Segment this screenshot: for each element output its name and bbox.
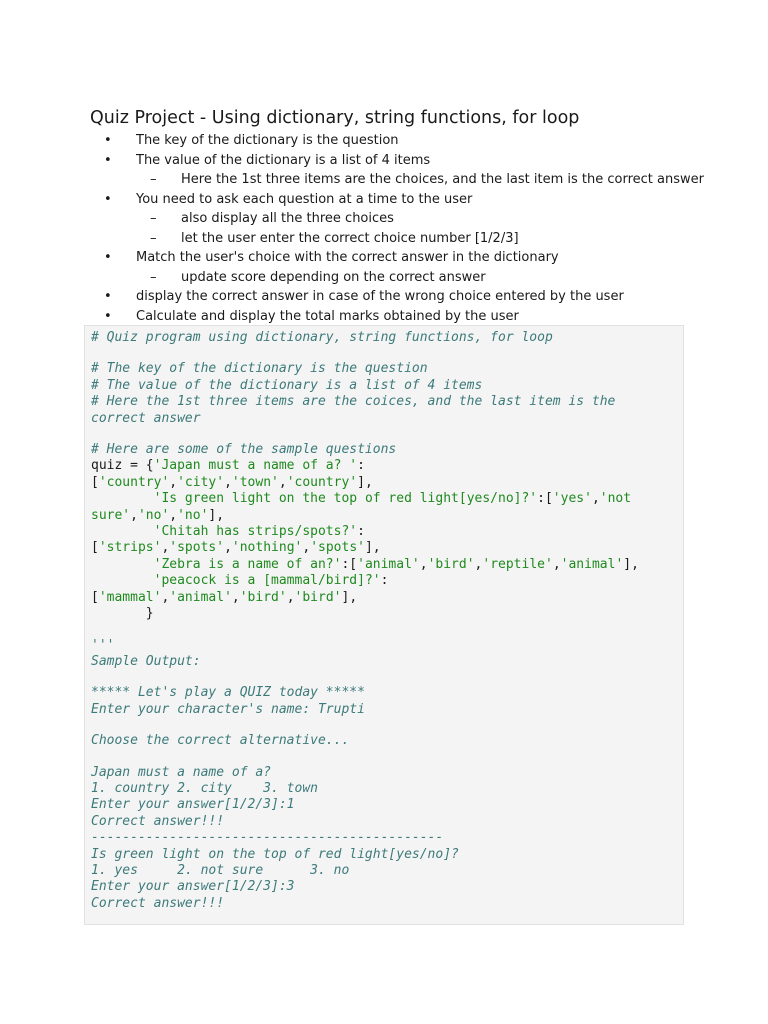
code-comment: # The key of the dictionary is the question xyxy=(91,361,428,377)
code-line xyxy=(91,361,683,377)
bullet-text: update score depending on the correct answer xyxy=(181,269,486,285)
code-line xyxy=(91,863,683,879)
code-comment: # Here are some of the sample questions xyxy=(91,442,397,458)
code-line xyxy=(91,427,683,442)
code-comment: # Here the 1st three items are the coices, and the last item is the xyxy=(91,394,616,410)
bullet-text: Calculate and display the total marks obtained by the user xyxy=(136,308,519,324)
code-text: , xyxy=(169,507,178,523)
code-line xyxy=(91,573,683,589)
code-line xyxy=(91,508,683,524)
code-text: , xyxy=(302,540,311,556)
code-string: 'bird' xyxy=(427,556,475,572)
code-string: 'yes' xyxy=(552,491,592,507)
code-text xyxy=(91,491,154,506)
code-string: 'Zebra is a name of an?' xyxy=(153,556,342,572)
code-text: , xyxy=(224,540,232,556)
bullet-marker: • xyxy=(104,152,112,168)
code-line xyxy=(91,524,683,540)
code-string: 'peacock is a [mammal/bird]?' xyxy=(153,573,381,589)
code-text: ], xyxy=(623,556,639,572)
code-line xyxy=(91,797,683,813)
code-line xyxy=(91,847,683,863)
code-text: ], xyxy=(364,540,381,556)
code-string: 'mammal' xyxy=(98,589,162,605)
code-string: sure' xyxy=(91,507,131,523)
sub-bullet-item xyxy=(90,170,704,190)
code-comment: Enter your character's name: Trupti xyxy=(91,701,365,717)
code-block xyxy=(84,325,684,925)
code-comment: Enter your answer[1/2/3]:3 xyxy=(91,879,295,895)
code-text: : xyxy=(357,524,365,540)
code-string: 'animal' xyxy=(357,556,420,572)
code-string: 'Japan must a name of a? ' xyxy=(153,458,358,474)
code-text: , xyxy=(286,589,295,605)
code-comment: Correct answer!!! xyxy=(91,895,225,911)
code-text: [ xyxy=(91,540,99,556)
code-text: ], xyxy=(341,589,358,605)
code-string: 'animal' xyxy=(169,589,232,605)
code-line xyxy=(91,557,683,573)
bullet-text: Here the 1st three items are the choices, and the last item is the correct answer xyxy=(181,172,704,187)
code-string: 'reptile' xyxy=(482,556,553,572)
bullet-text: The value of the dictionary is a list of 4 items xyxy=(136,152,431,168)
sub-bullet-item xyxy=(90,209,690,229)
code-comment: Choose the correct alternative... xyxy=(91,733,350,749)
dash-marker: – xyxy=(150,172,157,187)
bullet-text: let the user enter the correct choice number [1/2/3] xyxy=(181,230,519,246)
sub-bullet-item xyxy=(90,268,690,288)
dash-marker: – xyxy=(150,230,157,246)
code-line xyxy=(91,750,683,765)
code-line xyxy=(91,623,683,638)
code-line xyxy=(91,394,683,410)
code-text: , xyxy=(161,589,170,605)
code-string: 'no' xyxy=(137,507,170,523)
bullet-text: also display all the three choices xyxy=(181,211,394,226)
code-line xyxy=(91,346,683,361)
sub-bullet-item xyxy=(90,229,690,249)
code-string: 'Is green light on the top of red light[yes/no]?' xyxy=(153,491,538,507)
code-text xyxy=(91,557,154,572)
code-string: 'no' xyxy=(177,507,209,523)
code-comment: ''' xyxy=(91,637,115,653)
code-text: } xyxy=(91,606,154,622)
bullet-marker: • xyxy=(104,250,112,265)
code-text: quiz = { xyxy=(91,458,154,474)
code-text: , xyxy=(130,507,138,523)
code-line xyxy=(91,540,683,556)
code-comment: Sample Output: xyxy=(91,653,201,669)
bullet-marker: • xyxy=(104,133,112,148)
code-text: : xyxy=(380,573,389,589)
code-text: , xyxy=(231,589,240,605)
bullet-marker: • xyxy=(104,289,112,304)
code-text: :[ xyxy=(341,556,358,572)
code-line xyxy=(91,830,683,846)
code-string: 'nothing' xyxy=(231,540,303,556)
code-string: 'bird' xyxy=(294,589,342,605)
code-text: :[ xyxy=(537,491,553,507)
bullet-item xyxy=(90,190,690,210)
code-comment: Correct answer!!! xyxy=(91,813,225,829)
document-body xyxy=(90,105,704,326)
code-line xyxy=(91,718,683,733)
bullet-text: You need to ask each question at a time to the user xyxy=(136,191,473,207)
dash-marker: – xyxy=(150,269,157,285)
code-line xyxy=(91,733,683,749)
code-line xyxy=(91,442,683,458)
code-string: 'strips' xyxy=(98,540,162,556)
code-text: , xyxy=(552,556,561,572)
code-string: 'animal' xyxy=(560,556,624,572)
code-line xyxy=(91,814,683,830)
code-text: , xyxy=(161,540,170,556)
bullet-text: display the correct answer in case of the wrong choice entered by the user xyxy=(136,289,624,304)
code-text xyxy=(91,524,154,539)
code-text: [ xyxy=(91,589,99,605)
code-line xyxy=(91,491,683,507)
code-text: , xyxy=(591,491,600,507)
code-string: 'Chitah has strips/spots?' xyxy=(153,524,358,540)
code-string: 'spots' xyxy=(169,540,225,556)
code-text: , xyxy=(419,556,428,572)
bullet-item xyxy=(90,131,690,151)
code-line xyxy=(91,685,683,701)
code-text: ], xyxy=(357,474,373,490)
code-comment: ***** Let's play a QUIZ today ***** xyxy=(91,685,365,701)
code-text: , xyxy=(278,474,287,490)
code-string: 'not xyxy=(599,491,632,507)
bullet-item xyxy=(90,248,690,268)
bullet-marker: • xyxy=(104,308,112,324)
bullet-text: The key of the dictionary is the question xyxy=(136,133,399,148)
code-text xyxy=(91,573,154,588)
code-text: : xyxy=(357,458,365,474)
code-text: , xyxy=(224,474,232,490)
code-string: 'city' xyxy=(177,474,225,490)
document-title: Quiz Project - Using dictionary, string functions, for loop xyxy=(90,108,580,128)
requirements-list xyxy=(90,131,704,326)
code-comment: # The value of the dictionary is a list of 4 items xyxy=(91,377,483,393)
code-line xyxy=(91,896,683,912)
code-line xyxy=(91,590,683,606)
code-string: 'country' xyxy=(98,474,170,490)
code-line xyxy=(91,458,683,474)
code-line xyxy=(91,879,683,895)
code-comment: correct answer xyxy=(91,410,201,426)
code-line xyxy=(91,606,683,622)
code-line xyxy=(91,411,683,427)
code-listing xyxy=(91,330,683,912)
code-line xyxy=(91,378,683,394)
code-text: [ xyxy=(91,474,99,490)
code-string: 'bird' xyxy=(239,589,287,605)
code-line xyxy=(91,475,683,491)
code-comment: Is green light on the top of red light[yes/no]? xyxy=(91,846,459,862)
code-line xyxy=(91,702,683,718)
code-comment: Enter your answer[1/2/3]:1 xyxy=(91,797,295,813)
code-text: , xyxy=(474,556,483,572)
code-comment: 1. country 2. city 3. town xyxy=(91,780,318,796)
code-line xyxy=(91,765,683,781)
code-comment: --------------------------------------------- xyxy=(91,830,444,846)
code-comment: 1. yes 2. not sure 3. no xyxy=(91,862,350,878)
code-line xyxy=(91,638,683,654)
bullet-item xyxy=(90,307,690,327)
code-text: ], xyxy=(208,507,225,523)
bullet-item xyxy=(90,151,690,171)
bullet-item xyxy=(90,287,690,307)
bullet-text: Match the user's choice with the correct answer in the dictionary xyxy=(136,250,559,265)
code-line xyxy=(91,654,683,670)
code-string: 'town' xyxy=(231,474,279,490)
code-text: , xyxy=(169,474,178,490)
code-string: 'spots' xyxy=(310,540,365,556)
code-line xyxy=(91,670,683,685)
dash-marker: – xyxy=(150,211,157,226)
code-comment: # Quiz program using dictionary, string functions, for loop xyxy=(91,330,553,345)
code-line xyxy=(91,330,683,346)
code-string: 'country' xyxy=(286,474,358,490)
code-line xyxy=(91,781,683,797)
bullet-marker: • xyxy=(104,191,112,207)
code-comment: Japan must a name of a? xyxy=(91,764,272,780)
